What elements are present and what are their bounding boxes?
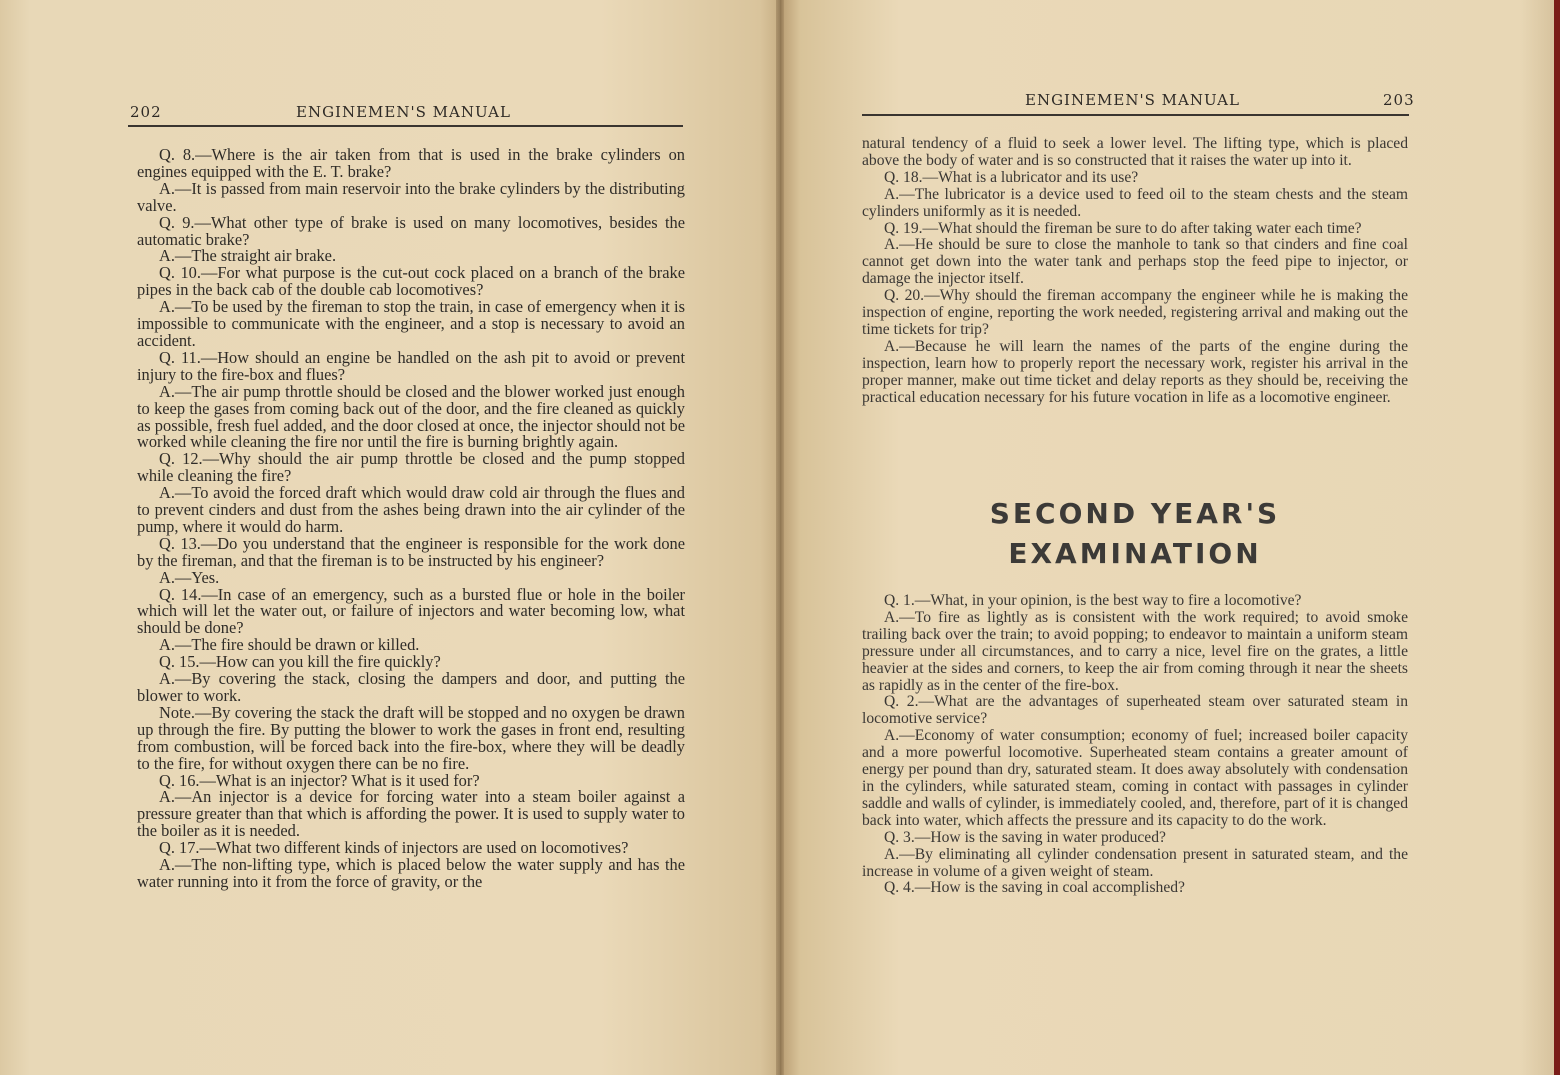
section-heading-line1: SECOND YEAR'S bbox=[989, 497, 1281, 530]
left-page-number: 202 bbox=[130, 103, 162, 121]
right-header-rule bbox=[862, 114, 1409, 116]
paragraph: Q. 1.—What, in your opinion, is the best way to fire a locomotive? bbox=[884, 592, 1302, 609]
paragraph: A.—The lubricator is a device used to feed oil to the steam chests and the steam cylinders uniformly as it is needed. bbox=[862, 185, 1408, 220]
paragraph: Note.—By covering the stack the draft will be stopped and no oxygen be drawn up through the fire. By putting the blower to work the gases in front end, resulting from combustion, will be forced back into the fire-box, where they will be deadly to the fire, for without oxygen there can be no fire. bbox=[137, 702, 685, 773]
paragraph: A.—To fire as lightly as is consistent with the work required; to avoid smoke trailing back over the train; to avoid popping; to endeavor to maintain a uniform steam pressure under all circumstances, and to carry a nice, level fire on the grates, a little heavier at the sides and corners, to keep the air from coming through it near the sheets as rapidly as in the center of the fire-box. bbox=[862, 608, 1408, 694]
paragraph: A.—The air pump throttle should be closed and the blower worked just enough to keep the gases from coming back out of the door, and the fire cleaned as quickly as possible, fresh fuel added, and the door closed at once, the injector should not be worked while cleaning the fire nor until the fire is burning brightly again. bbox=[137, 381, 685, 452]
paragraph: Q. 18.—What is a lubricator and its use? bbox=[884, 168, 1139, 186]
paragraph: Q. 16.—What is an injector? What is it used for? bbox=[159, 770, 480, 790]
section-heading-line2: EXAMINATION bbox=[1008, 537, 1262, 570]
cover-edge bbox=[1554, 0, 1560, 1075]
paragraph: A.—The fire should be drawn or killed. bbox=[159, 635, 420, 655]
right-page-number: 203 bbox=[1383, 91, 1415, 109]
left-page-body bbox=[137, 147, 685, 891]
paragraph: natural tendency of a fluid to seek a lower level. The lifting type, which is placed above the body of water and is so constructed that it raises the water up into it. bbox=[862, 135, 1408, 169]
paragraph: Q. 2.—What are the advantages of superheated steam over saturated steam in locomotive service? bbox=[862, 693, 1408, 728]
paragraph: Q. 17.—What two different kinds of injectors are used on locomotives? bbox=[159, 838, 629, 858]
paragraph: A.—To be used by the fireman to stop the train, in case of emergency when it is impossible to communicate with the engineer, and a stop is necessary to avoid an accident. bbox=[137, 297, 685, 350]
paragraph: A.—By eliminating all cylinder condensation present in saturated steam, and the increase in volume of a given weight of steam. bbox=[862, 845, 1408, 880]
paragraph: A.—To avoid the forced draft which would draw cold air through the flues and to prevent cinders and dust from the ashes being drawn into the air cylinder of the pump, where it would do harm. bbox=[137, 483, 685, 536]
paragraph: Q. 20.—Why should the fireman accompany the engineer while he is making the inspection of engine, reporting the work needed, registering arrival and making out the time tickets for trip? bbox=[862, 287, 1408, 338]
paragraph: A.—He should be sure to close the manhole to tank so that cinders and fine coal cannot get down into the water tank and perhaps stop the feed pipe to injector, or damage the injector itself. bbox=[862, 236, 1408, 288]
paragraph: A.—An injector is a device for forcing water into a steam boiler against a pressure greater than that which is affording the power. It is used to supply water to the boiler as it is needed. bbox=[137, 787, 685, 841]
paragraph: A.—By covering the stack, closing the dampers and door, and putting the blower to work. bbox=[137, 669, 685, 705]
paragraph: Q. 13.—Do you understand that the engineer is responsible for the work done by the fireman, and that the fireman is to be instructed by his engineer? bbox=[137, 533, 685, 570]
paragraph: Q. 9.—What other type of brake is used on many locomotives, besides the automatic brake? bbox=[137, 212, 685, 249]
left-header-rule bbox=[128, 125, 683, 127]
paragraph: Q. 14.—In case of an emergency, such as a bursted flue or hole in the boiler which will let the water out, or failure of injectors and water becoming low, what should be done? bbox=[137, 584, 685, 638]
right-page-body-bottom bbox=[862, 593, 1408, 897]
right-running-head: ENGINEMEN'S MANUAL bbox=[1025, 91, 1240, 109]
left-running-head: ENGINEMEN'S MANUAL bbox=[296, 103, 511, 121]
paragraph: A.—Economy of water consumption; economy of fuel; increased boiler capacity and a more powerful locomotive. Superheated steam contains a greater amount of energy per pound than dry, saturated steam. It does away absolutely with condensation in the cylinders, while saturated steam, coming in contact with passages in cylinder saddle and walls of cylinder, is immediately cooled, and, therefore, part of it is changed back into water, which affects the pressure and its capacity to do the work. bbox=[862, 727, 1408, 829]
paragraph: A.—The non-lifting type, which is placed below the water supply and has the water running into it from the force of gravity, or the bbox=[137, 855, 685, 891]
paragraph: A.—Because he will learn the names of the parts of the engine during the inspection, learn how to properly report the necessary work, register his arrival in the proper manner, make out time ticket and delay reports as they should be, receiving the practical education necessary for his future vocation in life as a locomotive engineer. bbox=[862, 337, 1408, 406]
book-gutter bbox=[776, 0, 784, 1075]
paragraph: Q. 12.—Why should the air pump throttle be closed and the pump stopped while cleaning the fire? bbox=[137, 449, 685, 486]
paragraph: Q. 19.—What should the fireman be sure to do after taking water each time? bbox=[884, 219, 1362, 237]
paragraph: A.—The straight air brake. bbox=[159, 246, 337, 266]
paragraph: Q. 10.—For what purpose is the cut-out cock placed on a branch of the brake pipes in the back cab of the double cab locomotives? bbox=[137, 263, 685, 300]
paragraph: Q. 11.—How should an engine be handled on the ash pit to avoid or prevent injury to the fire-box and flues? bbox=[137, 347, 685, 384]
paragraph: A.—It is passed from main reservoir into the brake cylinders by the distributing valve. bbox=[137, 178, 685, 215]
paragraph: Q. 8.—Where is the air taken from that is used in the brake cylinders on engines equipped with the E. T. brake? bbox=[137, 145, 685, 181]
paragraph: Q. 4.—How is the saving in coal accomplished? bbox=[884, 879, 1185, 897]
right-page-body-top bbox=[862, 136, 1408, 407]
paragraph: Q. 3.—How is the saving in water produced? bbox=[884, 828, 1166, 846]
paragraph: A.—Yes. bbox=[159, 567, 220, 587]
paragraph: Q. 15.—How can you kill the fire quickly? bbox=[159, 652, 441, 672]
